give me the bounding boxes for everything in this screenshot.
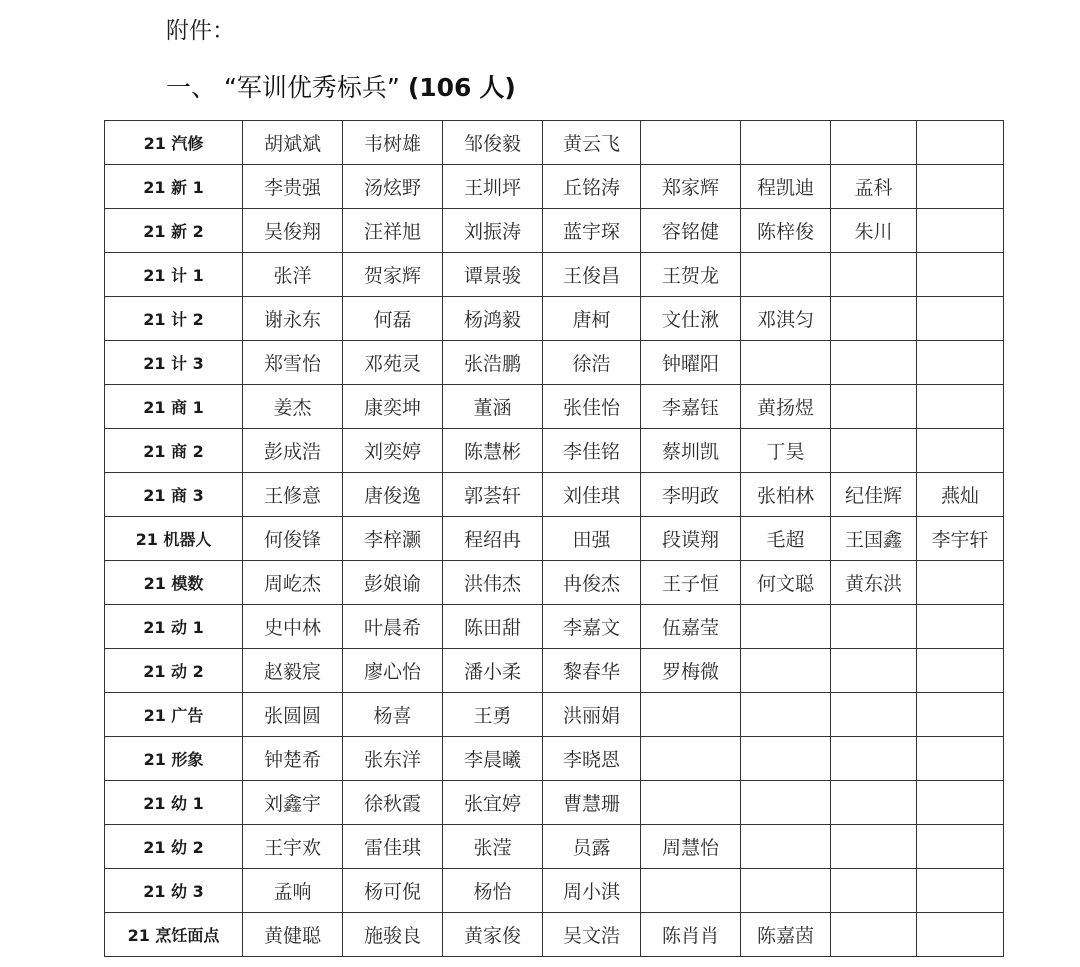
student-name-cell: 吴文浩 — [543, 913, 641, 957]
student-name-cell: 张东洋 — [343, 737, 443, 781]
student-name-cell — [641, 869, 741, 913]
class-name-cell: 21 汽修 — [105, 121, 243, 165]
student-name-cell: 邓淇匀 — [741, 297, 831, 341]
table-row — [105, 737, 1004, 781]
student-name-cell: 李嘉钰 — [641, 385, 741, 429]
student-name-cell: 员露 — [543, 825, 641, 869]
section-count: (106 — [407, 73, 472, 102]
student-name-cell: 王修意 — [243, 473, 343, 517]
table-row — [105, 209, 1004, 253]
class-name-cell: 21 商 3 — [105, 473, 243, 517]
student-name-cell — [741, 693, 831, 737]
student-name-cell — [917, 913, 1004, 957]
student-name-cell: 李晓恩 — [543, 737, 641, 781]
student-name-cell: 李宇轩 — [917, 517, 1004, 561]
class-name-cell: 21 烹饪面点 — [105, 913, 243, 957]
table-row — [105, 165, 1004, 209]
student-name-cell — [831, 605, 917, 649]
student-name-cell: 洪丽娟 — [543, 693, 641, 737]
table-row — [105, 869, 1004, 913]
student-name-cell: 何磊 — [343, 297, 443, 341]
student-name-cell: 孟科 — [831, 165, 917, 209]
class-name-cell: 21 计 2 — [105, 297, 243, 341]
student-name-cell: 杨鸿毅 — [443, 297, 543, 341]
student-name-cell: 杨喜 — [343, 693, 443, 737]
student-name-cell: 姜杰 — [243, 385, 343, 429]
student-name-cell: 王贺龙 — [641, 253, 741, 297]
student-name-cell: 田强 — [543, 517, 641, 561]
class-name-cell: 21 动 1 — [105, 605, 243, 649]
student-name-cell — [741, 781, 831, 825]
student-name-cell: 李佳铭 — [543, 429, 641, 473]
section-unit: 人) — [479, 73, 516, 102]
student-name-cell — [831, 341, 917, 385]
student-name-cell: 叶晨希 — [343, 605, 443, 649]
student-name-cell: 韦树雄 — [343, 121, 443, 165]
class-name-cell: 21 幼 3 — [105, 869, 243, 913]
student-name-cell: 周慧怡 — [641, 825, 741, 869]
table-row — [105, 517, 1004, 561]
student-name-cell: 李明政 — [641, 473, 741, 517]
class-name-cell: 21 广告 — [105, 693, 243, 737]
student-name-cell: 李贵强 — [243, 165, 343, 209]
student-name-cell: 王宇欢 — [243, 825, 343, 869]
student-name-cell: 洪伟杰 — [443, 561, 543, 605]
class-name-cell: 21 新 1 — [105, 165, 243, 209]
class-name-cell: 21 幼 1 — [105, 781, 243, 825]
student-name-cell — [917, 341, 1004, 385]
student-name-cell: 王国鑫 — [831, 517, 917, 561]
student-name-cell: 罗梅微 — [641, 649, 741, 693]
class-name-cell: 21 形象 — [105, 737, 243, 781]
student-name-cell: 郭荟轩 — [443, 473, 543, 517]
student-name-cell: 黄健聪 — [243, 913, 343, 957]
student-name-cell — [917, 253, 1004, 297]
student-name-cell — [641, 781, 741, 825]
student-name-cell: 施骏良 — [343, 913, 443, 957]
student-name-cell: 董涵 — [443, 385, 543, 429]
table-row — [105, 649, 1004, 693]
student-name-cell — [741, 649, 831, 693]
student-name-cell: 程绍冉 — [443, 517, 543, 561]
student-name-cell: 陈嘉茵 — [741, 913, 831, 957]
student-name-cell: 燕灿 — [917, 473, 1004, 517]
student-name-cell: 钟曜阳 — [641, 341, 741, 385]
section-name: “军训优秀标兵” — [223, 73, 400, 102]
student-name-cell: 王圳坪 — [443, 165, 543, 209]
student-name-cell: 孟响 — [243, 869, 343, 913]
student-name-cell: 彭娘谕 — [343, 561, 443, 605]
student-name-cell — [831, 121, 917, 165]
student-name-cell — [917, 165, 1004, 209]
student-name-cell: 伍嘉莹 — [641, 605, 741, 649]
student-name-cell — [917, 737, 1004, 781]
student-name-cell: 陈田甜 — [443, 605, 543, 649]
class-name-cell: 21 机器人 — [105, 517, 243, 561]
student-name-cell: 刘振涛 — [443, 209, 543, 253]
section-title — [166, 68, 516, 104]
student-name-cell: 黎春华 — [543, 649, 641, 693]
student-name-cell — [917, 121, 1004, 165]
student-name-cell — [831, 781, 917, 825]
student-name-cell: 邹俊毅 — [443, 121, 543, 165]
table-row — [105, 385, 1004, 429]
student-name-cell: 杨可倪 — [343, 869, 443, 913]
student-name-cell: 吴俊翔 — [243, 209, 343, 253]
student-name-cell — [917, 385, 1004, 429]
student-name-cell: 陈肖肖 — [641, 913, 741, 957]
student-name-cell: 胡斌斌 — [243, 121, 343, 165]
student-name-cell: 李晨曦 — [443, 737, 543, 781]
student-name-cell — [917, 869, 1004, 913]
student-name-cell: 陈梓俊 — [741, 209, 831, 253]
student-name-cell: 汤炫野 — [343, 165, 443, 209]
student-name-cell: 周屹杰 — [243, 561, 343, 605]
student-name-cell: 朱川 — [831, 209, 917, 253]
student-name-cell: 刘奕婷 — [343, 429, 443, 473]
student-name-cell — [917, 209, 1004, 253]
student-name-cell — [917, 297, 1004, 341]
student-name-cell — [831, 913, 917, 957]
student-name-cell — [741, 605, 831, 649]
student-name-cell — [831, 649, 917, 693]
student-name-cell: 蔡圳凯 — [641, 429, 741, 473]
student-name-cell — [741, 737, 831, 781]
student-name-cell: 毛超 — [741, 517, 831, 561]
table-row — [105, 561, 1004, 605]
student-name-cell: 李嘉文 — [543, 605, 641, 649]
roster-body — [105, 121, 1004, 957]
student-name-cell — [917, 561, 1004, 605]
class-name-cell: 21 幼 2 — [105, 825, 243, 869]
student-name-cell: 廖心怡 — [343, 649, 443, 693]
student-name-cell: 丁昊 — [741, 429, 831, 473]
table-row — [105, 693, 1004, 737]
student-name-cell: 潘小柔 — [443, 649, 543, 693]
student-name-cell: 段谟翔 — [641, 517, 741, 561]
student-name-cell: 郑雪怡 — [243, 341, 343, 385]
student-name-cell: 纪佳辉 — [831, 473, 917, 517]
student-name-cell: 徐秋霞 — [343, 781, 443, 825]
student-name-cell — [741, 341, 831, 385]
student-name-cell: 黄家俊 — [443, 913, 543, 957]
student-name-cell: 唐俊逸 — [343, 473, 443, 517]
student-name-cell: 徐浩 — [543, 341, 641, 385]
student-name-cell: 容铭健 — [641, 209, 741, 253]
section-prefix: 一、 — [166, 73, 217, 102]
student-name-cell: 谢永东 — [243, 297, 343, 341]
student-name-cell: 李梓灏 — [343, 517, 443, 561]
class-name-cell: 21 商 1 — [105, 385, 243, 429]
student-name-cell: 刘鑫宇 — [243, 781, 343, 825]
student-name-cell: 张佳怡 — [543, 385, 641, 429]
student-name-cell — [741, 869, 831, 913]
student-name-cell: 邓苑灵 — [343, 341, 443, 385]
student-name-cell — [641, 121, 741, 165]
table-row — [105, 913, 1004, 957]
table-row — [105, 825, 1004, 869]
table-row — [105, 473, 1004, 517]
student-name-cell — [831, 297, 917, 341]
class-name-cell: 21 计 3 — [105, 341, 243, 385]
student-name-cell: 王子恒 — [641, 561, 741, 605]
student-name-cell — [917, 693, 1004, 737]
student-name-cell: 贺家辉 — [343, 253, 443, 297]
student-name-cell: 郑家辉 — [641, 165, 741, 209]
student-name-cell — [917, 429, 1004, 473]
student-name-cell: 刘佳琪 — [543, 473, 641, 517]
student-name-cell: 张柏林 — [741, 473, 831, 517]
student-name-cell: 谭景骏 — [443, 253, 543, 297]
table-row — [105, 341, 1004, 385]
table-row — [105, 121, 1004, 165]
student-name-cell — [831, 385, 917, 429]
student-name-cell: 雷佳琪 — [343, 825, 443, 869]
student-name-cell: 赵毅宸 — [243, 649, 343, 693]
attachment-label: 附件： — [166, 18, 235, 44]
student-name-cell: 黄云飞 — [543, 121, 641, 165]
student-name-cell — [917, 649, 1004, 693]
student-name-cell: 张宜婷 — [443, 781, 543, 825]
student-name-cell — [831, 253, 917, 297]
student-name-cell: 张圆圆 — [243, 693, 343, 737]
student-name-cell: 杨怡 — [443, 869, 543, 913]
student-name-cell: 钟楚希 — [243, 737, 343, 781]
table-row — [105, 781, 1004, 825]
student-name-cell: 曹慧珊 — [543, 781, 641, 825]
student-name-cell — [831, 869, 917, 913]
student-name-cell: 史中林 — [243, 605, 343, 649]
student-name-cell — [917, 605, 1004, 649]
student-name-cell: 何文聪 — [741, 561, 831, 605]
student-name-cell: 蓝宇琛 — [543, 209, 641, 253]
table-row — [105, 253, 1004, 297]
student-name-cell: 张洋 — [243, 253, 343, 297]
table-row — [105, 297, 1004, 341]
student-name-cell: 黄扬煜 — [741, 385, 831, 429]
student-name-cell — [831, 429, 917, 473]
student-name-cell: 康奕坤 — [343, 385, 443, 429]
student-name-cell: 张滢 — [443, 825, 543, 869]
student-name-cell — [741, 825, 831, 869]
student-name-cell — [831, 693, 917, 737]
student-name-cell: 程凯迪 — [741, 165, 831, 209]
student-name-cell: 彭成浩 — [243, 429, 343, 473]
student-name-cell: 丘铭涛 — [543, 165, 641, 209]
student-name-cell — [917, 781, 1004, 825]
class-name-cell: 21 动 2 — [105, 649, 243, 693]
class-name-cell: 21 新 2 — [105, 209, 243, 253]
student-name-cell — [917, 825, 1004, 869]
student-name-cell: 王勇 — [443, 693, 543, 737]
student-name-cell: 张浩鹏 — [443, 341, 543, 385]
class-name-cell: 21 计 1 — [105, 253, 243, 297]
student-name-cell — [641, 737, 741, 781]
student-name-cell — [741, 121, 831, 165]
student-name-cell: 唐柯 — [543, 297, 641, 341]
class-name-cell: 21 模数 — [105, 561, 243, 605]
student-name-cell: 冉俊杰 — [543, 561, 641, 605]
student-name-cell: 黄东洪 — [831, 561, 917, 605]
student-name-cell: 何俊锋 — [243, 517, 343, 561]
student-name-cell: 汪祥旭 — [343, 209, 443, 253]
student-name-cell — [641, 693, 741, 737]
class-name-cell: 21 商 2 — [105, 429, 243, 473]
table-row — [105, 429, 1004, 473]
student-name-cell: 陈慧彬 — [443, 429, 543, 473]
student-name-cell: 周小淇 — [543, 869, 641, 913]
student-name-cell: 王俊昌 — [543, 253, 641, 297]
student-name-cell — [831, 737, 917, 781]
table-row — [105, 605, 1004, 649]
student-name-cell — [831, 825, 917, 869]
honor-roster-table — [104, 120, 1004, 957]
student-name-cell — [741, 253, 831, 297]
student-name-cell: 文仕湫 — [641, 297, 741, 341]
